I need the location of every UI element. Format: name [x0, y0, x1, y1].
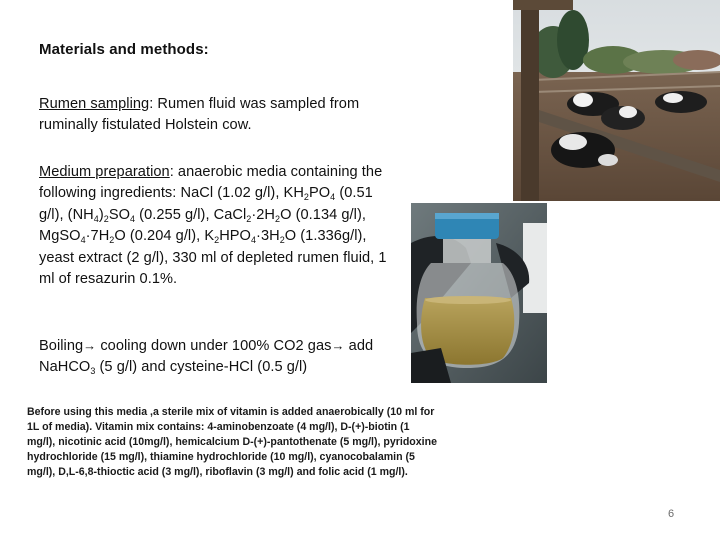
medium-sub: 2 [303, 192, 309, 203]
boiling-paragraph [39, 335, 399, 379]
medium-text: ) [98, 206, 104, 223]
medium-sub: 2 [246, 213, 252, 224]
medium-text: ·7H [85, 228, 110, 245]
medium-text: ·2H [251, 206, 276, 223]
medium-text: PO [308, 185, 331, 202]
right-arrow-icon: → [331, 338, 345, 353]
rumen-sampling-label: Rumen sampling [39, 96, 150, 112]
boiling-text: (5 g/l) and cysteine-HCl (0.5 g/l) [95, 359, 308, 376]
rumen-sampling-paragraph [39, 94, 379, 137]
medium-text: O (1.336g/l), yeast extract (2 g/l), 330 ml of depleted rumen fluid, 1 ml of resazurin 0.1%. [39, 228, 387, 288]
medium-text: O (0.134 g/l), MgSO [39, 206, 366, 245]
right-arrow-icon: → [83, 338, 97, 353]
medium-text: (0.51 g/l), (NH [39, 185, 373, 223]
medium-sub: 4 [250, 235, 257, 246]
medium-sub: 2 [214, 235, 220, 246]
medium-text: (0.255 g/l), CaCl [135, 206, 247, 223]
medium-sub: 4 [80, 235, 86, 246]
page-number: 6 [668, 508, 675, 520]
boiling-sub: 3 [90, 366, 96, 377]
boiling-text: Boiling [39, 338, 84, 354]
medium-preparation-label: Medium preparation [39, 164, 170, 180]
rumen-sampling-text: : Rumen fluid was sampled from ruminally fistulated Holstein cow. [39, 96, 360, 134]
medium-sub: 2 [275, 213, 281, 224]
medium-sub: 2 [109, 235, 115, 246]
medium-sub: 2 [279, 235, 285, 246]
vitamin-mix-note: Before using this media ,a sterile mix of vitamin is added anaerobically (10 ml for 1L of media). Vitamin mix contains: 4-aminobenzoate (4 mg/l), D-(+)-biotin (1 mg/l), nicotinic acid (10mg/l), hemicalcium D-(+)-pantothenate (5 mg/l), pyridoxine hydrochloride (15 mg/l), thiamine hydrochloride (10 mg/l), cyanocobalamin (5 mg/l), D,L-6,8-thioctic acid (3 mg/l), riboflavin (3 mg/l) and folic acid (1 mg/l). [27, 406, 437, 478]
boiling-text: cooling down under 100% CO2 gas [96, 338, 332, 354]
medium-text: SO [108, 206, 131, 223]
medium-sub: 4 [93, 213, 99, 224]
medium-sub: 2 [103, 213, 109, 224]
medium-text: : anaerobic media containing the following ingredients: NaCl (1.02 g/l), KH [39, 164, 383, 202]
medium-preparation-paragraph [39, 162, 399, 290]
page-title: Materials and methods: [39, 41, 209, 58]
medium-text: ·3H [256, 228, 280, 245]
boiling-text: add NaHCO [39, 338, 374, 376]
medium-sub: 4 [130, 213, 136, 224]
medium-flask-photo [411, 203, 547, 383]
medium-sub: 4 [330, 192, 336, 203]
medium-text: HPO [219, 228, 251, 245]
cows-barn-photo [513, 0, 720, 201]
medium-text: O (0.204 g/l), K [114, 228, 215, 245]
